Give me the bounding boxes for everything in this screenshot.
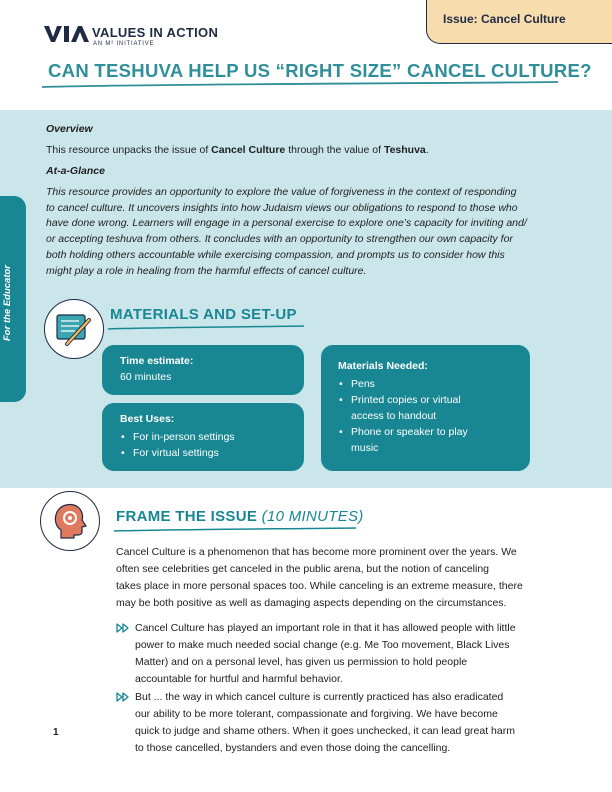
frame-duration: (10 MINUTES): [261, 508, 364, 525]
time-estimate-card: [102, 345, 304, 395]
overview-issue: Cancel Culture: [211, 144, 286, 156]
materials-needed-card: [321, 345, 530, 471]
frame-intro: Cancel Culture is a phenomenon that has become more prominent over the years. We often see celebrities get canceled in the public arena, but the notion of canceling takes place in more personal spaces too. While canceling is an extreme measure, there may be both positive as well as damaging aspects depending on the circumstances.: [116, 546, 523, 609]
notebook-pencil-icon: [44, 299, 104, 359]
overview-text: This resource unpacks the issue of Cancel Culture through the value of Teshuva.: [46, 144, 429, 156]
logo-name: VALUES IN ACTION: [92, 25, 219, 40]
overview-heading: Overview: [46, 123, 93, 135]
best-use-item: • For in-person settings: [120, 429, 304, 445]
page-number: 1: [53, 727, 59, 738]
best-uses-card: [102, 403, 304, 471]
issue-tab-label: Issue: Cancel Culture: [443, 12, 566, 26]
at-a-glance-heading: At-a-Glance: [46, 165, 105, 177]
educator-side-tab: [0, 196, 26, 402]
page-title: CAN TESHUVA HELP US “RIGHT SIZE” CANCEL CULTURE?: [48, 60, 592, 81]
material-item: • Pens: [338, 376, 530, 392]
material-item: • Phone or speaker to play music: [338, 424, 530, 456]
double-chevron-icon: [116, 692, 130, 702]
time-estimate-label: Time estimate:: [120, 355, 194, 367]
materials-title: MATERIALS AND SET-UP: [110, 306, 297, 323]
material-item: • Printed copies or virtual access to handout: [338, 392, 530, 424]
materials-needed-label: Materials Needed:: [338, 360, 428, 372]
best-uses-label: Best Uses:: [120, 413, 175, 425]
best-use-item: • For virtual settings: [120, 445, 304, 461]
title-underline: [40, 80, 560, 90]
via-logo: [44, 25, 234, 47]
head-gear-icon: [40, 491, 100, 551]
frame-title: FRAME THE ISSUE (10 MINUTES): [116, 508, 364, 525]
overview-value: Teshuva: [383, 144, 426, 156]
frame-underline: [112, 526, 358, 534]
materials-underline: [106, 324, 306, 332]
educator-side-label: For the Educator: [2, 264, 13, 341]
issue-tab: [426, 0, 612, 44]
via-mark-icon: [44, 25, 90, 43]
double-chevron-icon: [116, 623, 130, 633]
at-a-glance-text: This resource provides an opportunity to explore the value of forgiveness in the context of responding to cancel culture. It uncovers insights into how Judaism views our obligations to respond to those who have done wrong. Learners will engage in a personal exercise to explore one’s capacity for inviting and/ or accepting teshuva from others. It concludes with an opportunity to strengthen our own capacity for both holding others accountable while exercising compassion, and prompts us to consider how this might play a role in healing from the harmful effects of cancel culture.: [46, 186, 527, 277]
time-estimate-value: 60 minutes: [120, 371, 172, 383]
logo-tagline: AN M² INITIATIVE: [93, 41, 155, 47]
